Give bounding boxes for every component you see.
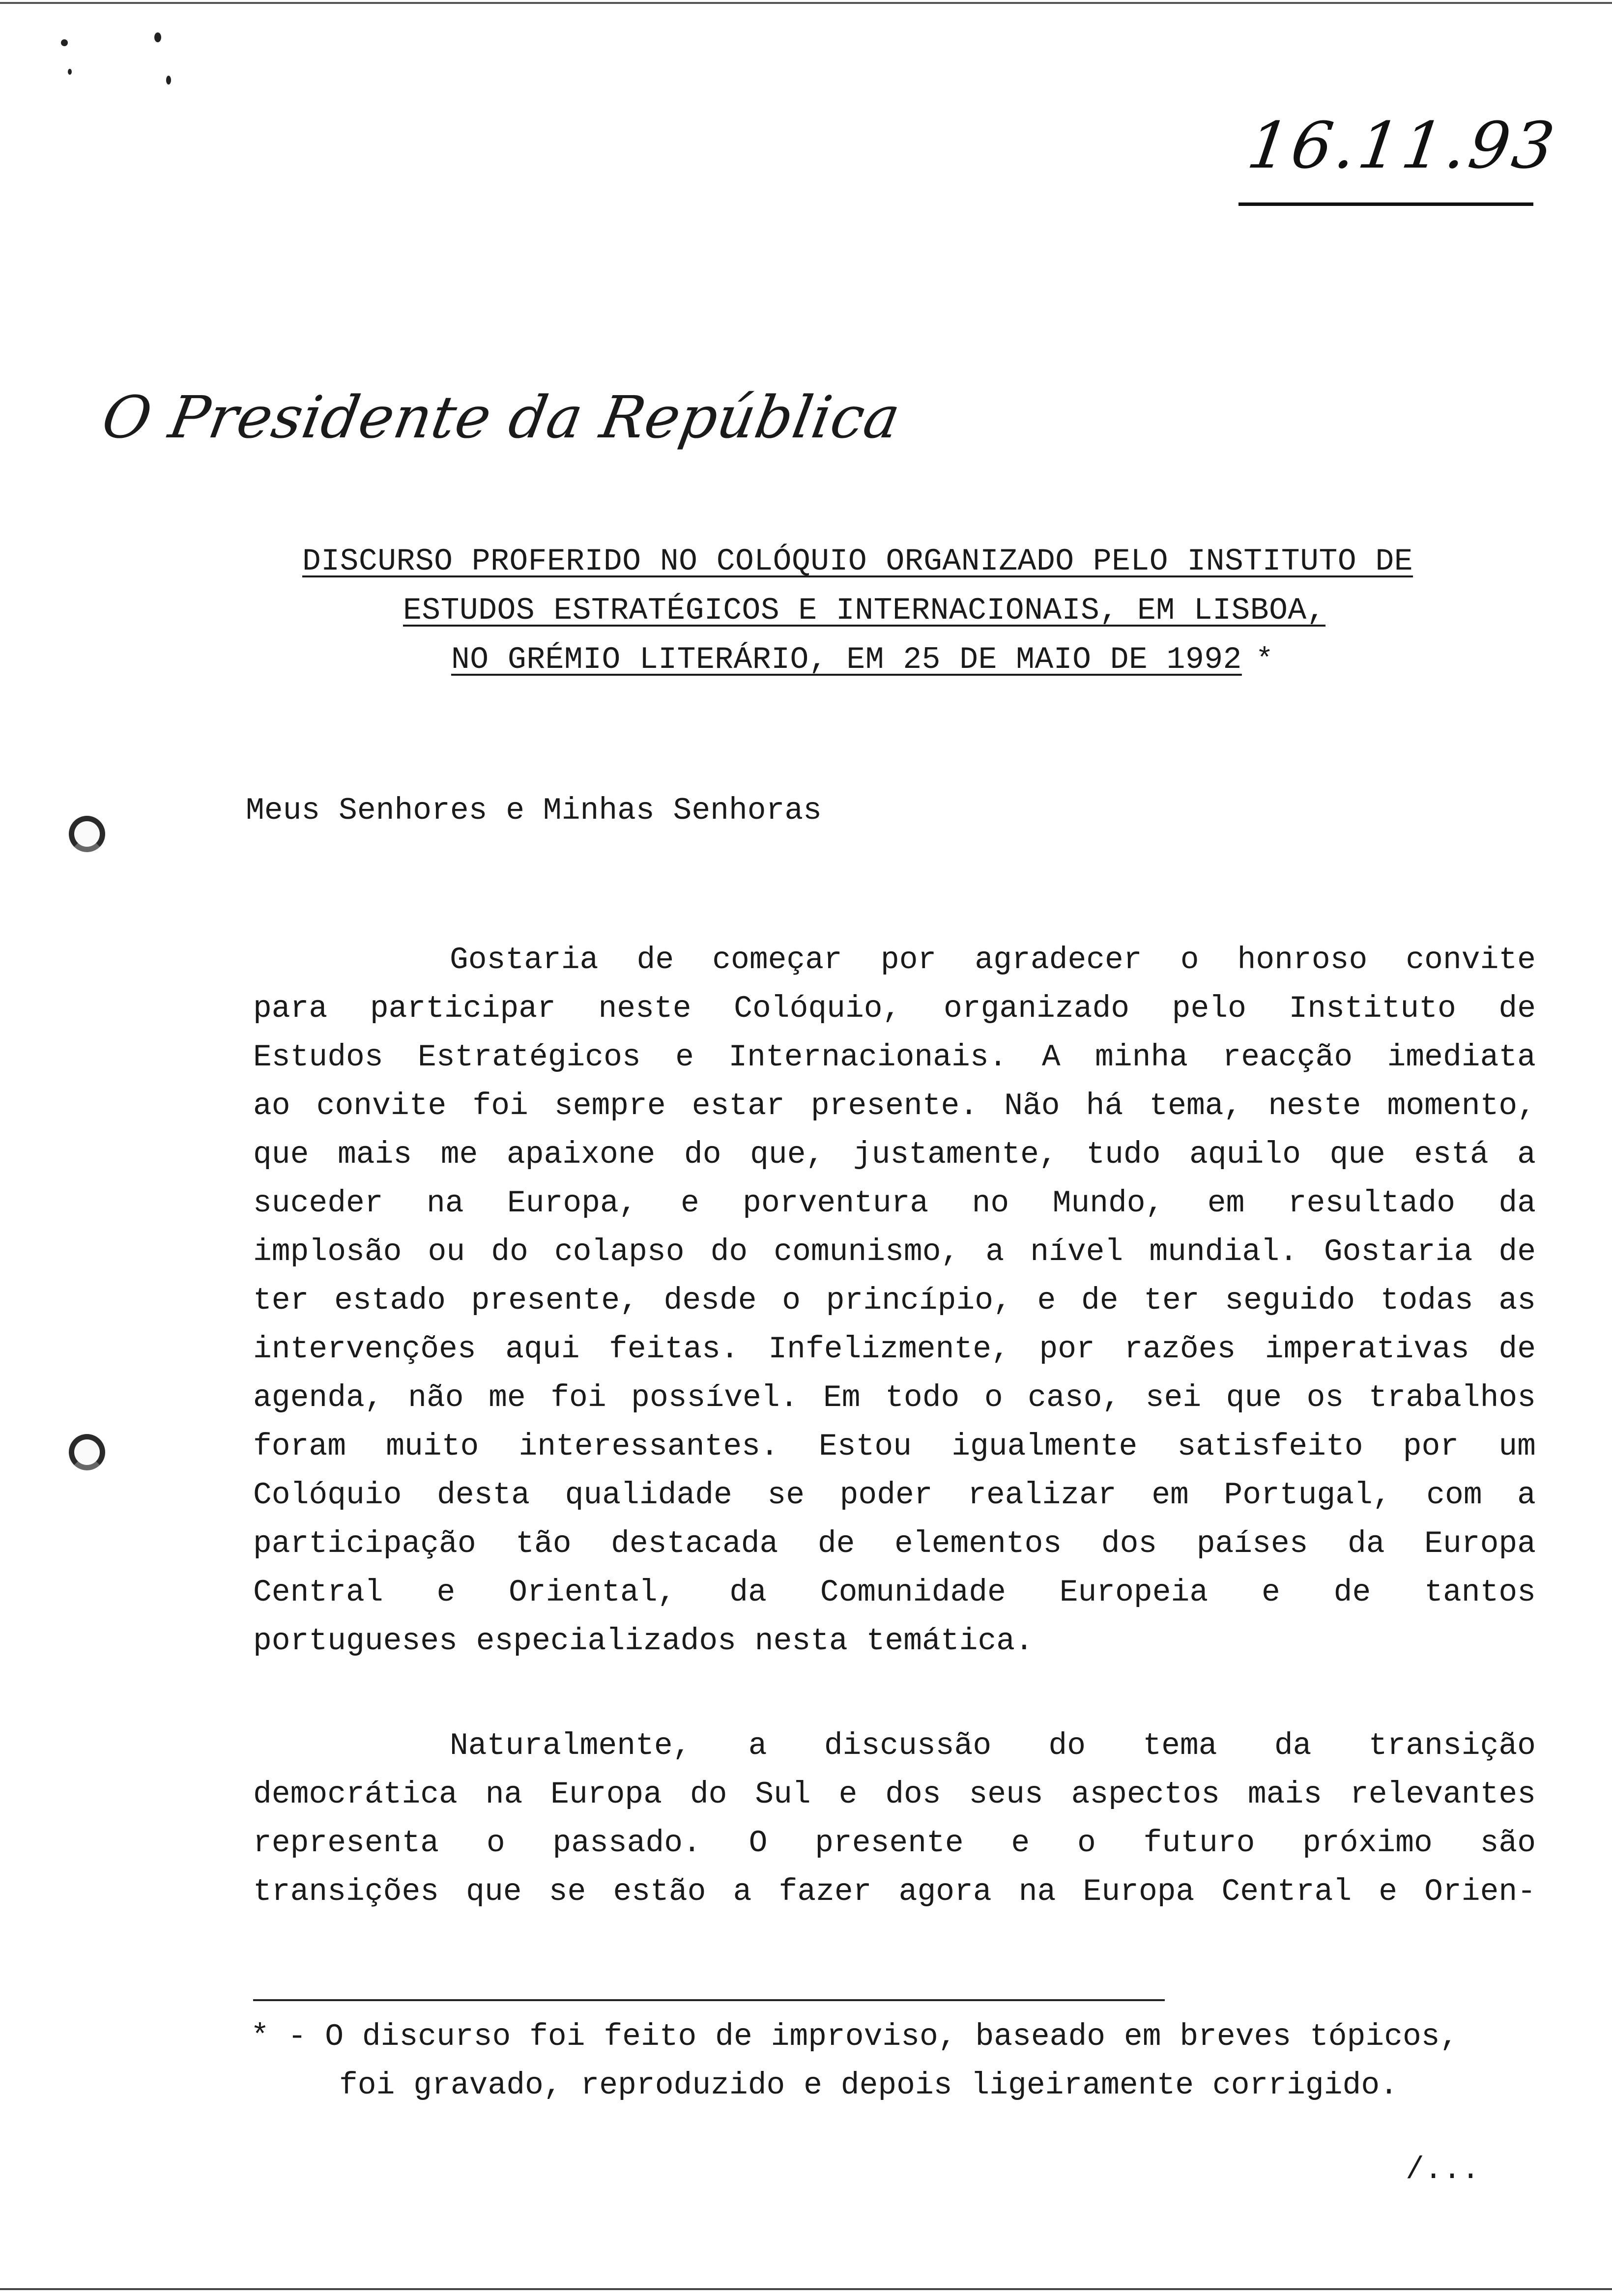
paragraph-line: para participar neste Colóquio, organizado pelo Instituto de (253, 991, 1536, 1026)
footnote-separator (253, 1999, 1165, 2001)
punch-hole (69, 1434, 105, 1470)
scan-top-edge (0, 2, 1612, 4)
scan-speck (154, 32, 161, 42)
footnote (251, 2012, 1548, 2110)
paragraph-line: Colóquio desta qualidade se poder realizar em Portugal, com a (253, 1478, 1536, 1513)
paragraph-line: ao convite foi sempre estar presente. Não há tema, neste momento, (253, 1089, 1536, 1123)
paragraph-line: foram muito interessantes. Estou igualmente satisfeito por um (253, 1429, 1536, 1464)
letterhead: O Presidente da República (97, 383, 906, 451)
paragraph-line: representa o passado. O presente e o futuro próximo são (253, 1826, 1536, 1861)
paragraph-line: intervenções aqui feitas. Infelizmente, por razões imperativas de (253, 1332, 1536, 1367)
scan-bottom-edge (0, 2288, 1612, 2290)
title-line-1: DISCURSO PROFERIDO NO COLÓQUIO ORGANIZADO PELO INSTITUTO DE (302, 544, 1413, 579)
scan-speck (61, 39, 68, 46)
footnote-line: * - O discurso foi feito de improviso, baseado em breves tópicos, (251, 2019, 1459, 2054)
salutation: Meus Senhores e Minhas Senhoras (246, 793, 822, 828)
paragraph-line: que mais me apaixone do que, justamente, tudo aquilo que está a (253, 1137, 1536, 1172)
paragraph-line: democrática na Europa do Sul e dos seus aspectos mais relevantes (253, 1777, 1536, 1812)
scan-speck (68, 69, 72, 75)
continuation-mark: /... (1406, 2152, 1480, 2187)
handwritten-date (1238, 108, 1562, 187)
paragraph-line: portugueses especializados nesta temática. (253, 1624, 1034, 1659)
paragraph-line: Estudos Estratégicos e Internacionais. A minha reacção imediata (253, 1040, 1536, 1075)
punch-hole (69, 816, 105, 852)
paragraph-line: implosão ou do colapso do comunismo, a nível mundial. Gostaria de (253, 1234, 1536, 1269)
handwritten-date-underline (1238, 202, 1533, 206)
scan-speck (166, 76, 171, 85)
paragraph-line: transições que se estão a fazer agora na Europa Central e Orien- (253, 1874, 1536, 1909)
paragraph-line: Naturalmente, a discussão do tema da transição (450, 1728, 1536, 1763)
paragraph-2 (253, 1722, 1536, 1916)
handwritten-date-text: 16.11.93 (1243, 108, 1562, 183)
paragraph-1 (253, 936, 1536, 1665)
paragraph-line: Gostaria de começar por agradecer o honroso convite (450, 943, 1536, 977)
paragraph-line: suceder na Europa, e porventura no Mundo, em resultado da (253, 1186, 1536, 1221)
title-line-3: NO GRÉMIO LITERÁRIO, EM 25 DE MAIO DE 1992 * (451, 642, 1274, 677)
footnote-mark: * (251, 2019, 269, 2054)
paragraph-line: participação tão destacada de elementos dos países da Europa (253, 1526, 1536, 1561)
title-line-2: ESTUDOS ESTRATÉGICOS E INTERNACIONAIS, EM LISBOA, (403, 593, 1326, 628)
footnote-line: foi gravado, reproduzido e depois ligeiramente corrigido. (339, 2068, 1398, 2103)
paragraph-line: ter estado presente, desde o princípio, e de ter seguido todas as (253, 1283, 1536, 1318)
paragraph-line: Central e Oriental, da Comunidade Europeia e de tantos (253, 1575, 1536, 1610)
title-footnote-mark: * (1255, 644, 1274, 677)
paragraph-line: agenda, não me foi possível. Em todo o caso, sei que os trabalhos (253, 1380, 1536, 1415)
